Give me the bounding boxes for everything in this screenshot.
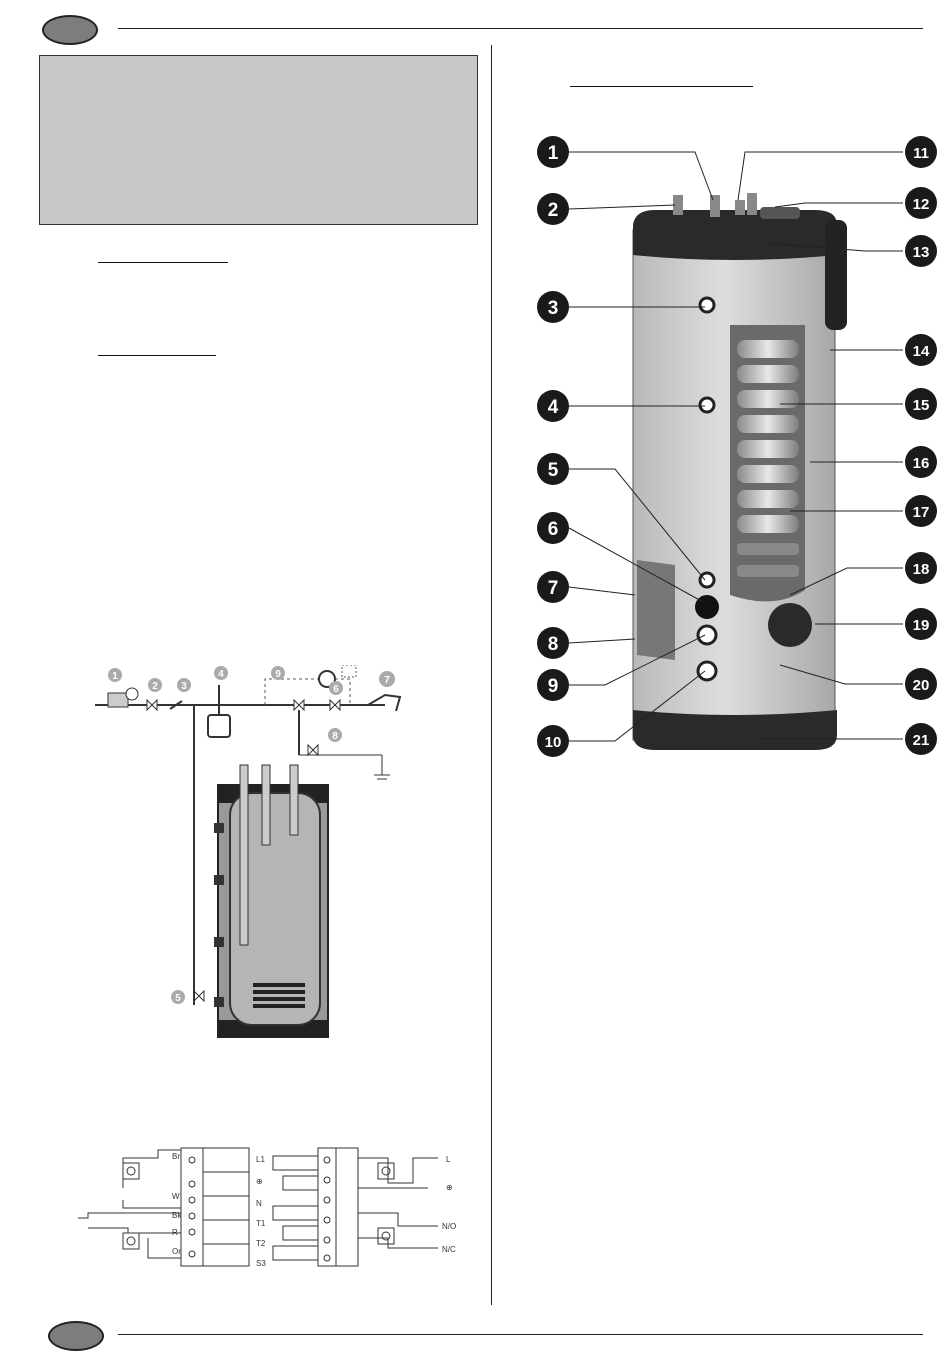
wiring-diagram [68, 1138, 468, 1273]
svg-text:10: 10 [544, 734, 562, 751]
cylinder-cutaway-illustration [525, 125, 950, 765]
column-divider [491, 45, 492, 1305]
svg-text:8: 8 [332, 731, 338, 742]
svg-text:15: 15 [912, 397, 930, 414]
svg-text:T1: T1 [256, 1219, 266, 1228]
svg-text:18: 18 [912, 561, 930, 578]
svg-text:2: 2 [547, 200, 559, 221]
warning-box [39, 55, 478, 225]
svg-text:3: 3 [181, 681, 187, 692]
svg-text:5: 5 [547, 460, 559, 481]
page-badge-bottom [48, 1321, 104, 1351]
section-heading-underline-2 [98, 355, 216, 356]
svg-text:9: 9 [547, 676, 559, 697]
svg-text:3: 3 [547, 298, 559, 319]
svg-text:L: L [446, 1155, 451, 1164]
svg-text:6: 6 [333, 684, 339, 695]
svg-text:1: 1 [547, 143, 559, 164]
svg-text:4: 4 [218, 669, 224, 680]
footer-rule [118, 1334, 923, 1335]
svg-text:19: 19 [912, 617, 930, 634]
svg-text:5: 5 [175, 993, 181, 1004]
svg-text:⊕: ⊕ [446, 1183, 453, 1192]
svg-text:N/O: N/O [442, 1222, 457, 1231]
svg-text:21: 21 [912, 732, 930, 749]
right-section-heading-underline [570, 86, 753, 87]
svg-text:17: 17 [912, 504, 930, 521]
svg-text:2: 2 [152, 681, 158, 692]
svg-text:7: 7 [547, 578, 559, 599]
svg-text:4: 4 [547, 397, 559, 418]
section-heading-underline-1 [98, 262, 228, 263]
svg-text:L1: L1 [256, 1155, 265, 1164]
svg-text:T2: T2 [256, 1239, 266, 1248]
svg-text:20: 20 [912, 677, 930, 694]
svg-text:W: W [172, 1192, 180, 1201]
svg-text:N/C: N/C [442, 1245, 456, 1254]
svg-text:⊕: ⊕ [256, 1177, 263, 1186]
svg-text:N: N [256, 1199, 262, 1208]
svg-text:12: 12 [912, 196, 930, 213]
svg-text:R: R [172, 1228, 178, 1237]
svg-text:7: 7 [384, 675, 390, 686]
svg-text:6: 6 [547, 519, 559, 540]
svg-text:1: 1 [112, 671, 118, 682]
svg-text:16: 16 [912, 455, 930, 472]
svg-text:11: 11 [913, 145, 929, 162]
page-badge-top [42, 15, 98, 45]
svg-text:Or: Or [172, 1247, 181, 1256]
svg-text:Bk: Bk [172, 1211, 182, 1220]
svg-text:Br: Br [172, 1152, 180, 1161]
svg-text:S3: S3 [256, 1259, 266, 1268]
installation-schematic [90, 665, 450, 1045]
svg-text:9: 9 [275, 669, 281, 680]
svg-text:14: 14 [912, 343, 930, 360]
svg-text:13: 13 [912, 244, 930, 261]
header-rule [118, 28, 923, 29]
svg-text:8: 8 [547, 634, 559, 655]
